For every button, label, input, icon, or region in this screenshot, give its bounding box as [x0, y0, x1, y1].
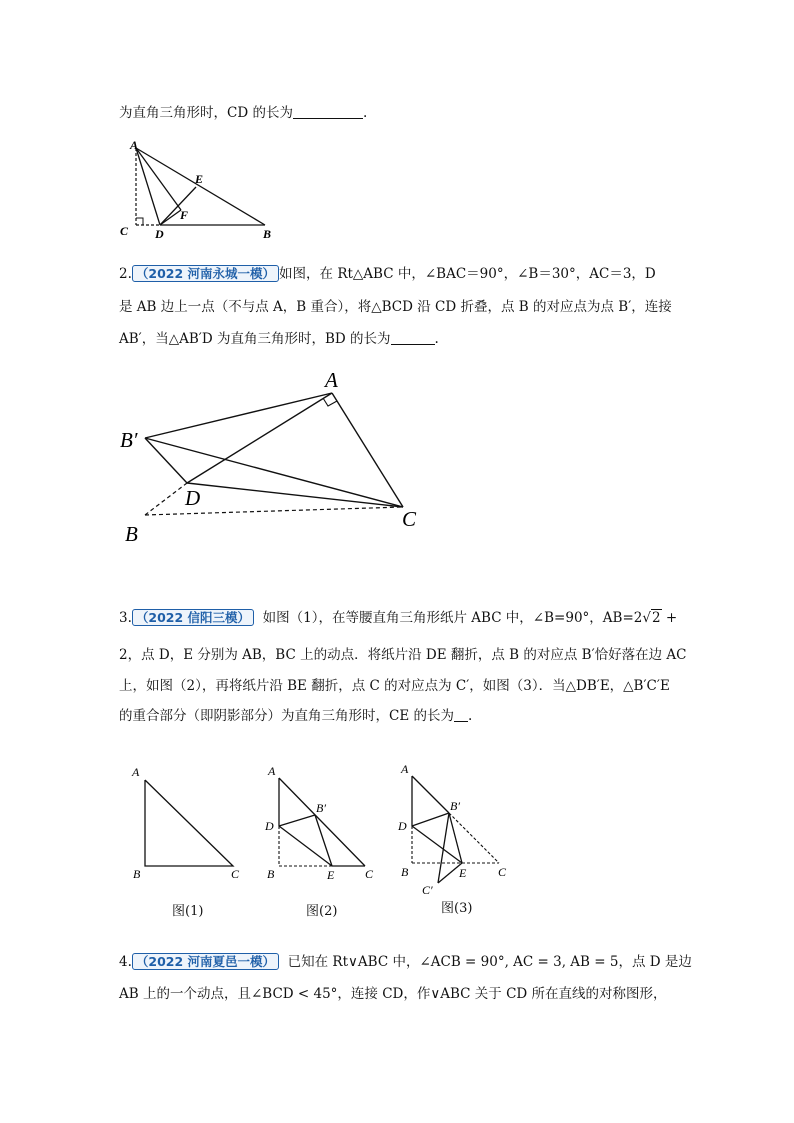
- q1-text-line: [119, 103, 367, 123]
- q3-text-3: 上，如图（2），再将纸片沿 BE 翻折，点 C 的对应点为 C′，如图（3）．当△DB′E，△B′C′E: [119, 678, 670, 694]
- q3-figure-3: [396, 760, 521, 895]
- label-C: C: [402, 507, 417, 531]
- segment-B-prime-C: [145, 438, 403, 507]
- label-D: D: [398, 819, 407, 833]
- q3-line3: [119, 676, 670, 696]
- q3-number: 3.: [119, 610, 132, 626]
- label-A: A: [130, 138, 139, 152]
- fig1-caption: 图(1): [172, 904, 204, 919]
- q3-figure-2: [262, 760, 387, 885]
- segment-AF: [136, 148, 181, 210]
- q2-text-2: 是 AB 边上一点（不与点 A，B 重合），将△BCD 沿 CD 折叠，点 B 的对应点为点 B′，连接: [119, 299, 672, 315]
- q3-line1: [119, 608, 677, 628]
- q3-text-1a: 如图（1），在等腰直角三角形纸片 ABC 中，∠B=90°，AB=2: [262, 610, 643, 626]
- q2-text-3: AB′，当△AB′D 为直角三角形时，BD 的长为: [119, 331, 391, 347]
- period: .: [362, 105, 368, 121]
- label-B-prime: B′: [120, 428, 138, 452]
- label-B: B: [267, 867, 275, 881]
- answer-blank[interactable]: [391, 344, 435, 345]
- label-B: B: [133, 867, 141, 881]
- q4-line2: [119, 984, 667, 1004]
- answer-blank[interactable]: [454, 721, 468, 722]
- label-A: A: [325, 368, 338, 392]
- q1-figure: [115, 138, 285, 243]
- label-E: E: [195, 172, 204, 186]
- q3-figure-1: [125, 760, 250, 885]
- plus-sign: +: [665, 610, 678, 626]
- segment-DE: [279, 826, 332, 866]
- segment-DE: [160, 187, 196, 225]
- segment-DC: [187, 483, 403, 507]
- label-D: D: [155, 227, 164, 241]
- label-B-prime: B′: [450, 799, 460, 813]
- q1-text: 为直角三角形时，CD 的长为: [119, 105, 293, 121]
- segment-DA: [187, 393, 332, 483]
- right-angle-mark: [323, 398, 337, 406]
- sqrt-symbol: √2: [642, 610, 661, 626]
- label-E: E: [327, 868, 335, 882]
- segment-DB-prime: [412, 813, 449, 826]
- q2-source-tag[interactable]: （2022 河南永城一模）: [132, 265, 279, 282]
- label-B: B: [125, 522, 138, 546]
- segment-DF: [160, 210, 181, 225]
- triangle-ABC: [145, 780, 233, 866]
- label-B: B: [401, 865, 409, 879]
- right-angle-mark: [136, 218, 143, 225]
- label-D: D: [185, 486, 201, 510]
- fig2-caption: 图(2): [306, 904, 338, 919]
- label-C: C: [365, 867, 374, 881]
- q3-text-2: 2，点 D，E 分别为 AB，BC 上的动点．将纸片沿 DE 翻折，点 B 的对应点 B′恰好落在边 AC: [119, 647, 687, 663]
- segment-DE: [412, 826, 462, 863]
- label-C: C: [498, 865, 507, 879]
- segment-B-prime-C-prime: [438, 813, 449, 883]
- label-F: F: [180, 208, 189, 222]
- label-A: A: [268, 764, 276, 778]
- label-C-prime: C′: [422, 883, 433, 895]
- q2-figure: [112, 365, 432, 550]
- q4-line1: [119, 952, 692, 972]
- q3-line2: [119, 645, 687, 665]
- segment-AB-prime: [412, 776, 449, 813]
- label-A: A: [401, 762, 409, 776]
- segment-AB-prime: [145, 393, 332, 438]
- q4-source-tag[interactable]: （2022 河南夏邑一模）: [132, 953, 279, 970]
- q3-text-4: 的重合部分（即阴影部分）为直角三角形时，CE 的长为: [119, 708, 454, 724]
- answer-blank[interactable]: [293, 118, 363, 119]
- segment-B-prime-D: [145, 438, 187, 483]
- segment-B-prime-C: [449, 813, 499, 863]
- segment-AB: [136, 148, 265, 225]
- label-C: C: [231, 867, 240, 881]
- label-B: B: [263, 227, 272, 241]
- segment-AC: [332, 393, 403, 507]
- q2-number: 2.: [119, 266, 132, 282]
- fig3-caption: 图(3): [441, 901, 473, 916]
- q4-text-2: AB 上的一个动点，且∠BCD < 45°，连接 CD，作∨ABC 关于 CD 所在直线的对称图形，: [119, 986, 667, 1002]
- q3-line4: [119, 706, 472, 726]
- q2-line3: [119, 329, 439, 349]
- segment-BD: [145, 483, 187, 515]
- period: .: [434, 331, 439, 347]
- q3-source-tag[interactable]: （2022 信阳三模）: [132, 609, 254, 626]
- q4-number: 4.: [119, 954, 132, 970]
- label-C: C: [120, 224, 129, 238]
- label-D: D: [265, 819, 274, 833]
- q2-line1: [119, 264, 656, 284]
- segment-DB-prime: [279, 815, 315, 826]
- label-A: A: [132, 765, 140, 779]
- q4-text-1: 已知在 Rt∨ABC 中，∠ACB = 90°, AC = 3, AB = 5，点 D 是边: [287, 954, 692, 970]
- label-B-prime: B′: [316, 801, 326, 815]
- label-E: E: [459, 866, 467, 880]
- q2-line2: [119, 297, 672, 317]
- period: .: [467, 708, 473, 724]
- q2-text-1: 如图，在 Rt△ABC 中，∠BAC＝90°，∠B＝30°，AC＝3，D: [279, 266, 656, 282]
- segment-BC: [145, 507, 403, 515]
